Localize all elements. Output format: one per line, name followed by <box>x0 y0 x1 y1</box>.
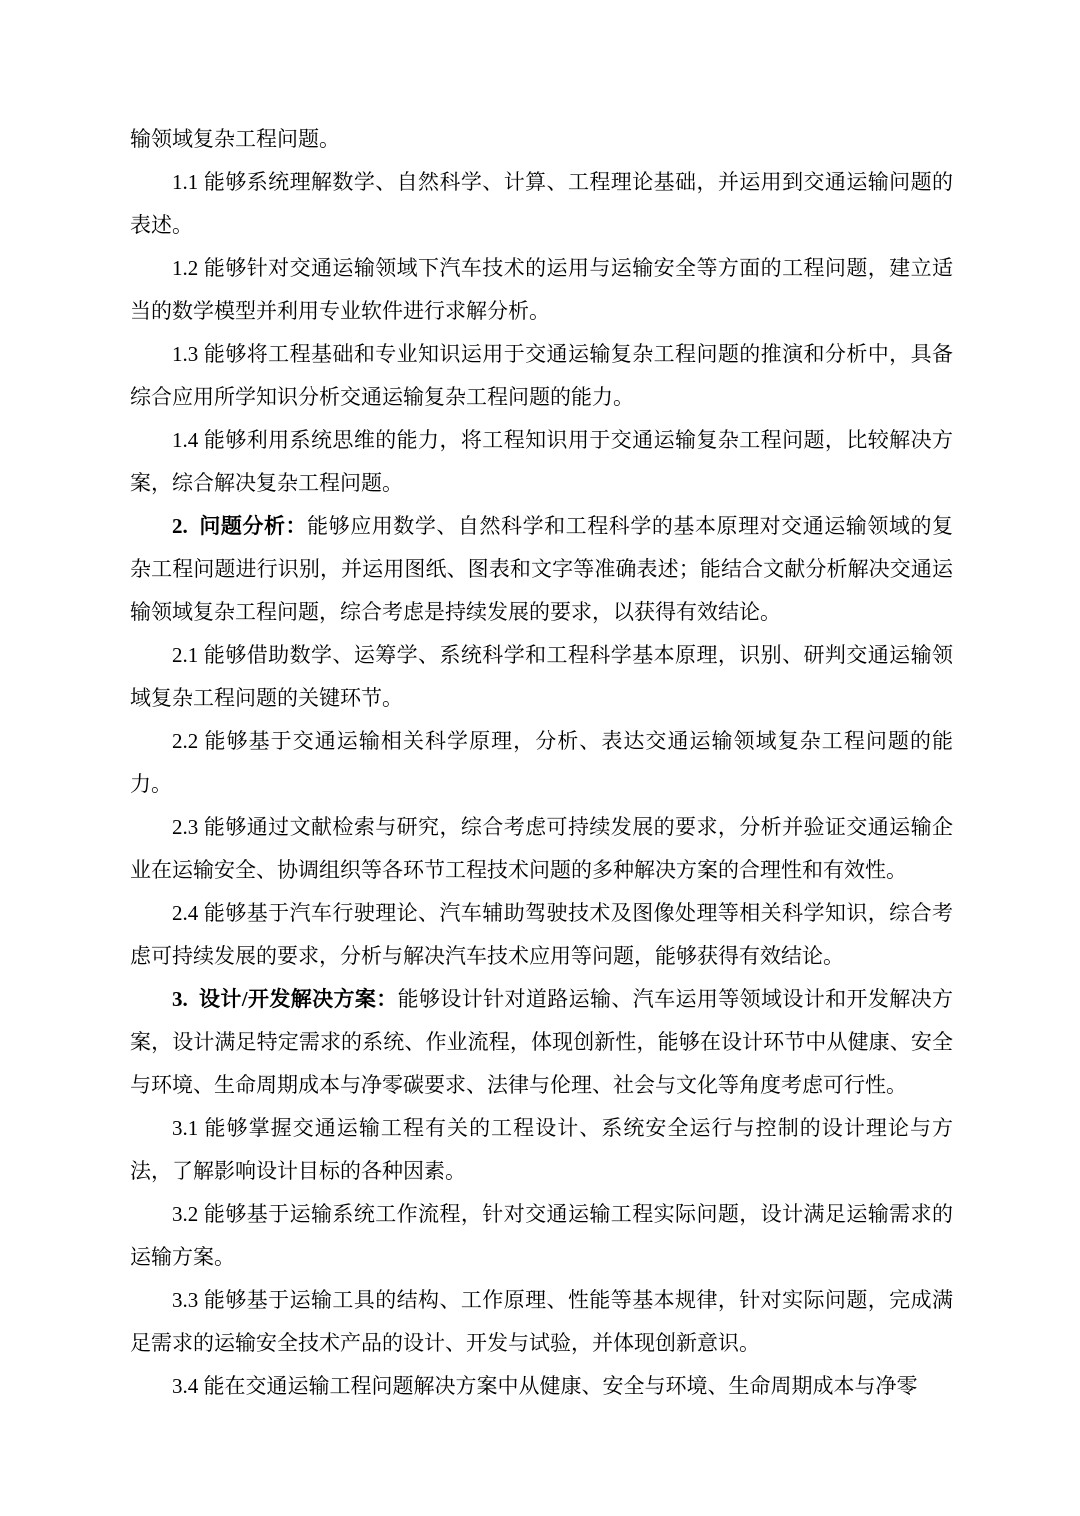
paragraph <box>130 978 953 1107</box>
paragraph-text: 1.4 能够利用系统思维的能力，将工程知识用于交通运输复杂工程问题，比较解决方案，综合解决复杂工程问题。 <box>130 428 953 495</box>
paragraph <box>130 1365 953 1408</box>
paragraph <box>130 1107 953 1193</box>
paragraph-text: 2.4 能够基于汽车行驶理论、汽车辅助驾驶技术及图像处理等相关科学知识，综合考虑可持续发展的要求，分析与解决汽车技术应用等问题，能够获得有效结论。 <box>130 901 953 968</box>
paragraph-text: 2.2 能够基于交通运输相关科学原理，分析、表达交通运输领域复杂工程问题的能力。 <box>130 729 953 796</box>
paragraph <box>130 505 953 634</box>
paragraph-text: 3.3 能够基于运输工具的结构、工作原理、性能等基本规律，针对实际问题，完成满足需求的运输安全技术产品的设计、开发与试验，并体现创新意识。 <box>130 1288 953 1355</box>
paragraph-text: 能够应用数学、自然科学和工程科学的基本原理对交通运输领域的复杂工程问题进行识别，并运用图纸、图表和文字等准确表述；能结合文献分析解决交通运输领域复杂工程问题，综合考虑是持续发展的要求，以获得有效结论。 <box>130 514 954 624</box>
paragraph <box>130 1193 953 1279</box>
paragraph <box>130 161 953 247</box>
paragraph <box>130 419 953 505</box>
paragraph-heading: 2. 问题分析： <box>172 514 308 538</box>
paragraph <box>130 1279 953 1365</box>
paragraph-text: 1.2 能够针对交通运输领域下汽车技术的运用与运输安全等方面的工程问题，建立适当的数学模型并利用专业软件进行求解分析。 <box>130 256 953 323</box>
paragraph-text: 1.3 能够将工程基础和专业知识运用于交通运输复杂工程问题的推演和分析中，具备综合应用所学知识分析交通运输复杂工程问题的能力。 <box>130 342 953 409</box>
paragraph-text: 3.2 能够基于运输系统工作流程，针对交通运输工程实际问题，设计满足运输需求的运输方案。 <box>130 1202 953 1269</box>
paragraph <box>130 806 953 892</box>
paragraph <box>130 720 953 806</box>
paragraph <box>130 634 953 720</box>
paragraph <box>130 892 953 978</box>
paragraph <box>130 333 953 419</box>
paragraph-text: 3.1 能够掌握交通运输工程有关的工程设计、系统安全运行与控制的设计理论与方法，了解影响设计目标的各种因素。 <box>130 1116 953 1183</box>
paragraph-text: 输领域复杂工程问题。 <box>130 127 340 151</box>
paragraph <box>130 247 953 333</box>
paragraph-heading: 3. 设计/开发解决方案： <box>172 987 398 1011</box>
paragraph-text: 2.1 能够借助数学、运筹学、系统科学和工程科学基本原理，识别、研判交通运输领域复杂工程问题的关键环节。 <box>130 643 953 710</box>
paragraph-text: 能够设计针对道路运输、汽车运用等领域设计和开发解决方案，设计满足特定需求的系统、作业流程，体现创新性，能够在设计环节中从健康、安全与环境、生命周期成本与净零碳要求、法律与伦理、社会与文化等角度考虑可行性。 <box>130 987 953 1097</box>
paragraph-text: 2.3 能够通过文献检索与研究，综合考虑可持续发展的要求，分析并验证交通运输企业在运输安全、协调组织等各环节工程技术问题的多种解决方案的合理性和有效性。 <box>130 815 953 882</box>
paragraph-text: 1.1 能够系统理解数学、自然科学、计算、工程理论基础，并运用到交通运输问题的表述。 <box>130 170 953 237</box>
paragraph-text: 3.4 能在交通运输工程问题解决方案中从健康、安全与环境、生命周期成本与净零 <box>172 1374 918 1398</box>
paragraph <box>130 118 953 161</box>
document-body <box>130 118 953 1408</box>
